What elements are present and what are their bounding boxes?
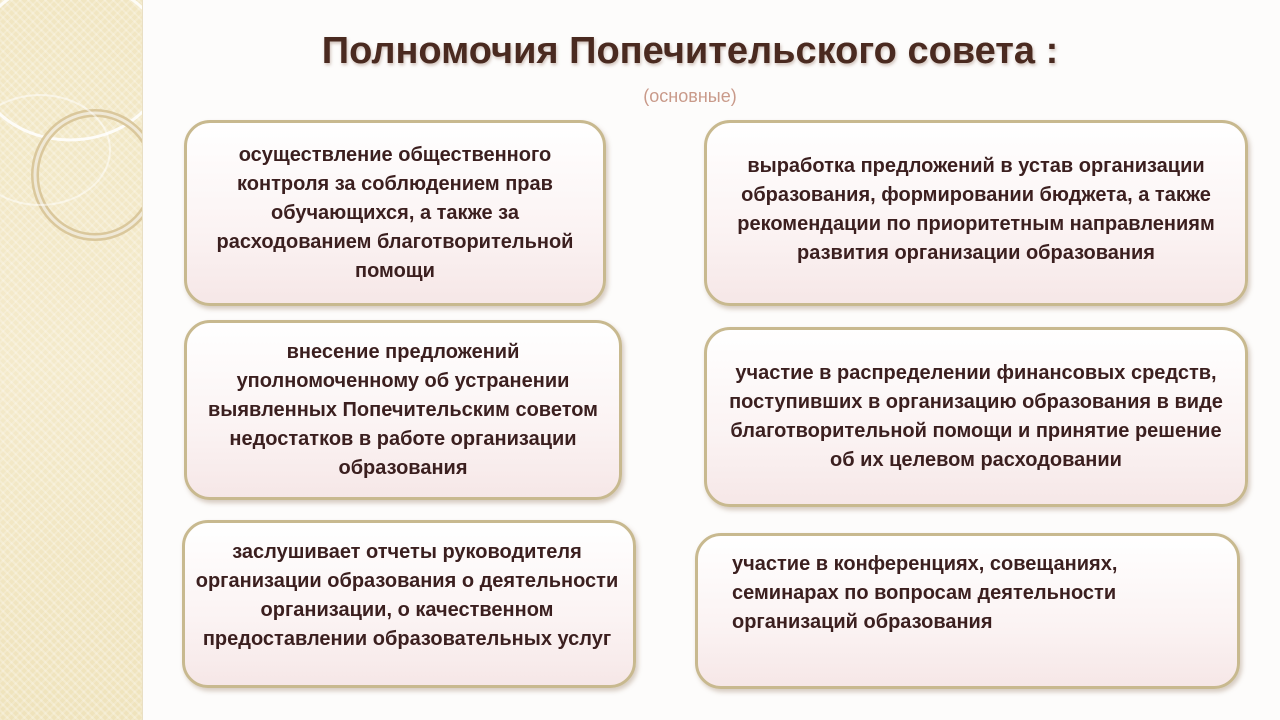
authority-text: участие в распределении финансовых средств, поступивших в организацию образования в виде благотворительной помощи и принятие решение об их целевом расходовании (729, 362, 1223, 471)
authority-text: выработка предложений в устав организации образования, формировании бюджета, а также рекомендации по приоритетным направлениям развития организации образования (737, 155, 1215, 264)
rings-decoration-icon (0, 0, 142, 720)
authority-text: осуществление общественного контроля за соблюдением прав обучающихся, а также за расходованием благотворительной помощи (216, 143, 574, 282)
authority-box-deficiency-proposals (184, 320, 622, 500)
authority-box-conferences (695, 533, 1240, 689)
page-subtitle: (основные) (643, 86, 737, 106)
authority-text: заслушивает отчеты руководителя организации образования о деятельности организации, о качественном предоставлении образовательных услуг (195, 541, 619, 650)
authority-box-fund-distribution (704, 327, 1248, 507)
authority-text: участие в конференциях, совещаниях, семинарах по вопросам деятельности организаций образования (732, 553, 1118, 633)
authority-box-public-control (184, 120, 606, 306)
decorative-side-panel (0, 0, 143, 720)
authority-box-hears-reports (182, 520, 636, 688)
authority-text: внесение предложений уполномоченному об устранении выявленных Попечительским советом недостатков в работе организации образования (208, 340, 598, 479)
authority-box-charter-proposals (704, 120, 1248, 306)
page-title: Полномочия Попечительского совета : (321, 30, 1059, 72)
